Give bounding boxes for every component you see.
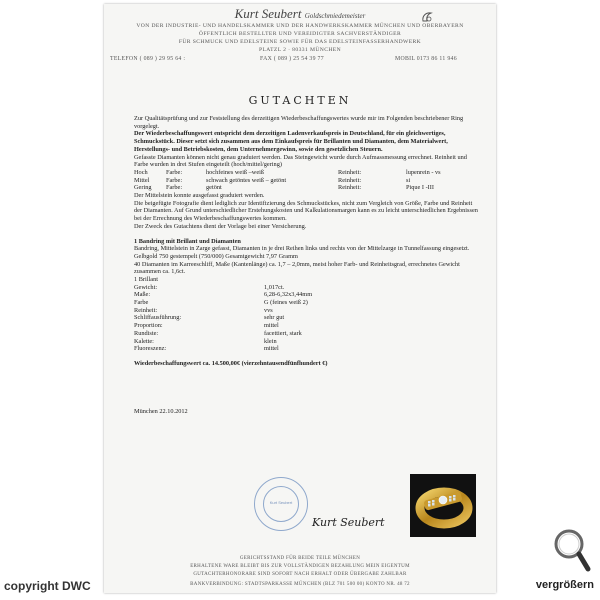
item-description: Bandring, Mittelstein in Zarge gefasst, Diamanten in je drei Reihen links und rechts von der Mittelzarge in Tunnelfassung eingesetzt. xyxy=(134,245,470,253)
fax: FAX ( 089 ) 25 54 39 77 xyxy=(260,56,324,62)
replacement-value: Wiederbeschaffungswert ca. 14.500,00€ (vierzehntausendfünfhundert €) xyxy=(134,359,328,367)
emblem-icon xyxy=(420,10,434,24)
copyright-watermark: copyright DWC xyxy=(4,579,91,593)
spec-row: Reinheit: vvs xyxy=(134,306,273,314)
letterhead-line-2: ÖFFENTLICH BESTELLTER UND VEREIDIGTER SACHVERSTÄNDIGER xyxy=(198,31,402,37)
gold-info: Gelbgold 750 gestempelt (750/000) Gesamtgewicht 7,97 Gramm xyxy=(134,252,298,260)
item-title: 1 Bandring mit Brillant und Diamanten xyxy=(134,237,241,245)
stamp-name: Kurt Seubert xyxy=(269,500,293,505)
replacement-value-definition: Der Wiederbeschaffungswert entspricht dem derzeitigen Ladenverkaufspreis in Deutschland, für ein gleichwertiges, Schmuckstück. Dieser setzt sich zusammen aus dem Einkaufspreis für Brillanten und Diamanten, dem Materialwert, Herstellungs- und Betriebskosten, dem Unternehmergewinn, sowie den gesetzlichen Steuern. xyxy=(134,130,448,153)
document-body xyxy=(134,115,479,415)
letterhead-address: PLATZL 2 · 80331 MÜNCHEN xyxy=(258,47,342,53)
spec-row: Fluoreszenz: mittel xyxy=(134,345,279,353)
grade-row: Gering Farbe: getönt Reinheit: Pique I -III xyxy=(134,184,434,192)
footer-line-4: BANKVERBINDUNG: STADTSPARKASSE MÜNCHEN (BLZ 701 500 00) KONTO NR. 48 72 xyxy=(190,582,410,587)
signature: Kurt Seubert xyxy=(312,516,385,529)
spec-row: Proportion: mittel xyxy=(134,322,279,330)
spec-row: Kalette: klein xyxy=(134,337,277,345)
letterhead-subtitle: Goldschmiedemeister xyxy=(304,12,366,20)
brillant-specs xyxy=(134,284,479,353)
document-title: GUTACHTEN xyxy=(248,94,352,107)
footer-line-3: GUTACHTERHONORARE SIND SOFORT NACH ERHALT ODER ÜBERGABE ZAHLBAR xyxy=(193,572,407,577)
grading-paragraph: Gefasste Diamanten können nicht genau graduiert werden. Das Steingewicht wurde durch Aufmassmessung errechnet. Reinheit und Farbe wurden in drei Stufen eingeteilt (hoch/mittel/gering) xyxy=(134,153,467,169)
certificate-document xyxy=(104,4,496,593)
spec-row: Farbe G (feines weiß 2) xyxy=(134,299,308,307)
place-date: München 22.10.2012 xyxy=(134,407,188,415)
ring-photo xyxy=(410,474,476,537)
phone: TELEFON ( 089 ) 29 95 64 : xyxy=(110,56,186,62)
footer-line-2: ERHALTENE WARE BLEIBT BIS ZUR VOLLSTÄNDIGEN BEZAHLUNG MEIN EIGENTUM xyxy=(190,564,410,569)
diamonds-info: 40 Diamanten im Karreeschliff, Maße (Kantenlänge) ca. 1,7 – 2,0mm, meist hoher Farb- und Reinheitsgrad, errechnetes Gewicht zusammen ca. 1,6ct. xyxy=(134,260,460,276)
zoom-button[interactable] xyxy=(520,575,600,597)
spec-row: Gewicht: 1,017ct. xyxy=(134,283,285,291)
center-stone-note: Der Mittelstein konnte ausgefasst graduiert werden. xyxy=(134,191,265,199)
official-stamp xyxy=(254,477,308,531)
grade-row: Hoch Farbe: hochfeines weiß –weiß Reinheit: lupenrein - vs xyxy=(134,168,441,176)
zoom-label: vergrößern xyxy=(535,579,594,591)
spec-row: Rundiste: facettiert, stark xyxy=(134,329,302,337)
magnifier-icon[interactable] xyxy=(552,527,592,577)
purpose-note: Der Zweck des Gutachtens dient der Vorlage bei einer Versicherung. xyxy=(134,222,307,230)
grade-row: Mittel Farbe: schwach getöntes weiß – getönt Reinheit: si xyxy=(134,176,411,184)
ring-image xyxy=(410,474,476,537)
brillant-count: 1 Brillant xyxy=(134,276,158,284)
photo-disclaimer: Die beigefügte Fotografie dient lediglich zur Identifizierung des Schmuckstückes, nicht zum Vergleich von Größe, Farbe und Reinheit der Diamanten. Auf Grund unterschiedlicher Erstehungskosten und Kalkulationsmargen kann es zu leicht unterschiedlichen Ergebnissen bei der Errechnung des Wiederbeschaffungswertes kommen. xyxy=(134,199,478,223)
mobile: MOBIL 0173 86 11 946 xyxy=(395,56,457,62)
letterhead-name: Kurt Seubert xyxy=(234,6,302,21)
intro-paragraph: Zur Qualitätsprüfung und zur Feststellung des derzeitigen Wiederbeschaffungswertes wurde mir im Folgenden beschriebener Ring vorgelegt. xyxy=(134,115,464,130)
letterhead-line-3: FÜR SCHMUCK UND EDELSTEINE SOWIE FÜR DAS EDELSTEINFASSERHANDWERK xyxy=(178,39,422,45)
letterhead-line-1: VON DER INDUSTRIE- UND HANDELSKAMMER UND DER HANDWERKSKAMMER MÜNCHEN UND OBERBAYERN xyxy=(136,23,464,29)
letterhead-logo xyxy=(104,6,496,22)
footer-line-1: GERICHTSSTAND FÜR BEIDE TEILE MÜNCHEN xyxy=(239,556,361,561)
spec-row: Maße: 6,28-6,32x3,44mm xyxy=(134,291,313,299)
spec-row: Schliffausführung: sehr gut xyxy=(134,314,285,322)
